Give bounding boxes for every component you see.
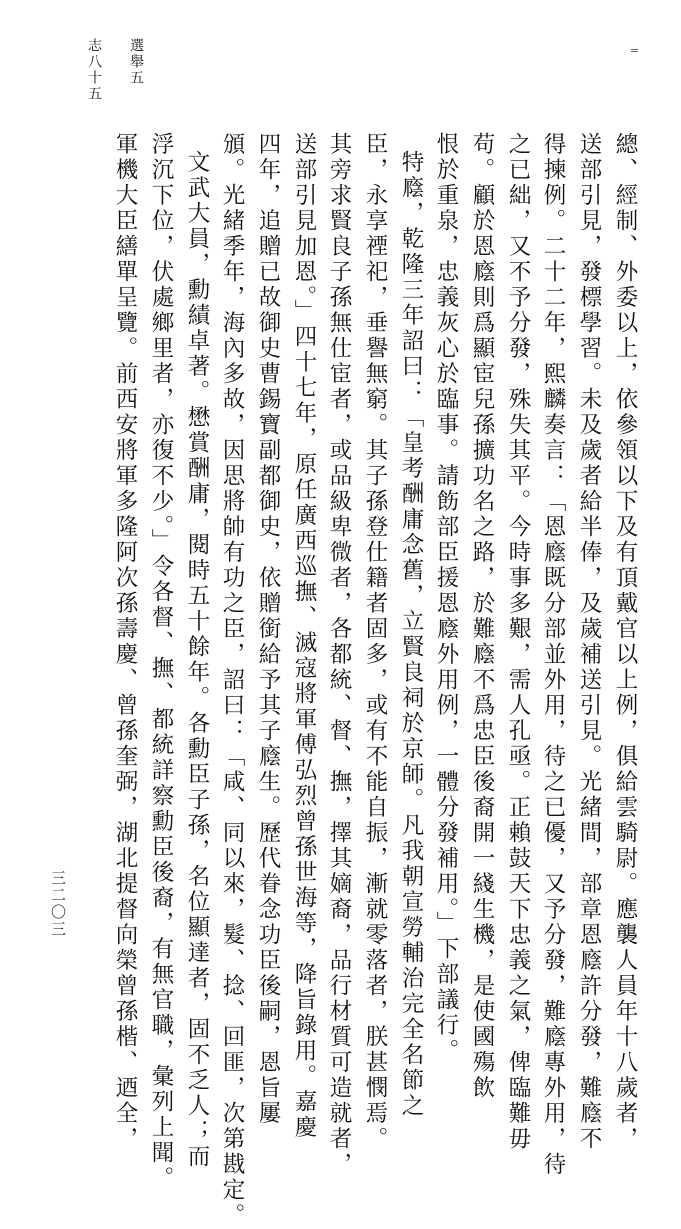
text-column-2: 送部引見，發標學習。未及歲者給半俸，及歲補送引見。光緒間，部章恩廕許分發，難廕不: [576, 132, 602, 1152]
text-column-10: 送部引見加恩。」四十七年，原任廣西巡撫、滅寇將軍傅弘烈曾孫世海等，降旨錄用。嘉慶: [291, 132, 317, 1141]
text-column-1: 總、經制、外委以上，依參領以下及有頂戴官以上例，俱給雲騎尉。應襲人員年十八歲者，: [612, 132, 638, 1152]
text-column-7: 特廕，乾隆三年詔曰：「皇考酬庸念舊，立賢良祠於京師。凡我朝宣勞輔治完全名節之: [398, 150, 424, 1119]
text-column-4: 之已絀，又不予分發，殊失其平。今時事多艱，需人孔亟。正賴鼓天下忠義之氣，俾臨難毋: [505, 132, 531, 1152]
page-number: 三二〇三: [49, 870, 67, 938]
text-column-8: 臣，永享禋祀，垂譽無窮。其子孫登仕籍者固多，或有不能自振，漸就零落者，朕甚憫焉。: [362, 132, 388, 1152]
chapter-title: 選舉五: [128, 38, 144, 86]
text-column-11: 四年，追贈已故御史曹錫寶副都御史，依贈銜給予其子廕生。歷代眷念功臣後嗣，恩旨屢: [255, 132, 281, 1127]
text-column-13: 文武大員，勳績卓著。懋賞酬庸，閱時五十餘年。各勳臣子孫，名位顯達者，固不乏人；而: [184, 150, 210, 1170]
text-column-15: 軍機大臣繕單呈覽。前西安將軍多隆阿次孫壽慶、曾孫奎弼，湖北提督向榮曾孫楷、迺全，: [112, 132, 138, 1152]
text-column-14: 浮沉下位，伏處鄉里者，亦復不少。」令各督、撫、都統詳察勳臣後裔，有無官職，彙列上聞。: [148, 132, 174, 1192]
text-column-6: 恨於重泉，忠義灰心於臨事。請飭部臣援恩廕外用例，一體分發補用。」下部議行。: [433, 132, 459, 1065]
text-column-9: 其旁求賢良子孫無仕宦者，或品級卑微者，各都統、督、撫，擇其嫡裔，品行材質可造就者，: [326, 132, 352, 1178]
text-column-3: 得揀例。二十二年，熙麟奏言：「恩廕既分部並外用，待之已優，又予分發，難廕專外用，待: [540, 132, 566, 1178]
corner-mark: =: [628, 44, 641, 59]
volume-title: 志八十五: [86, 38, 102, 102]
text-column-12: 頒。光緒季年，海內多故，因思將帥有功之臣，詔曰：「咸、同以來，髮、捻、回匪，次第戡定。: [219, 132, 245, 1229]
text-column-5: 苟。顧於恩廕則爲顯宦兒孫擴功名之路，於難廕不爲忠臣後裔開一綫生機，是使國殤飲: [469, 132, 495, 1101]
